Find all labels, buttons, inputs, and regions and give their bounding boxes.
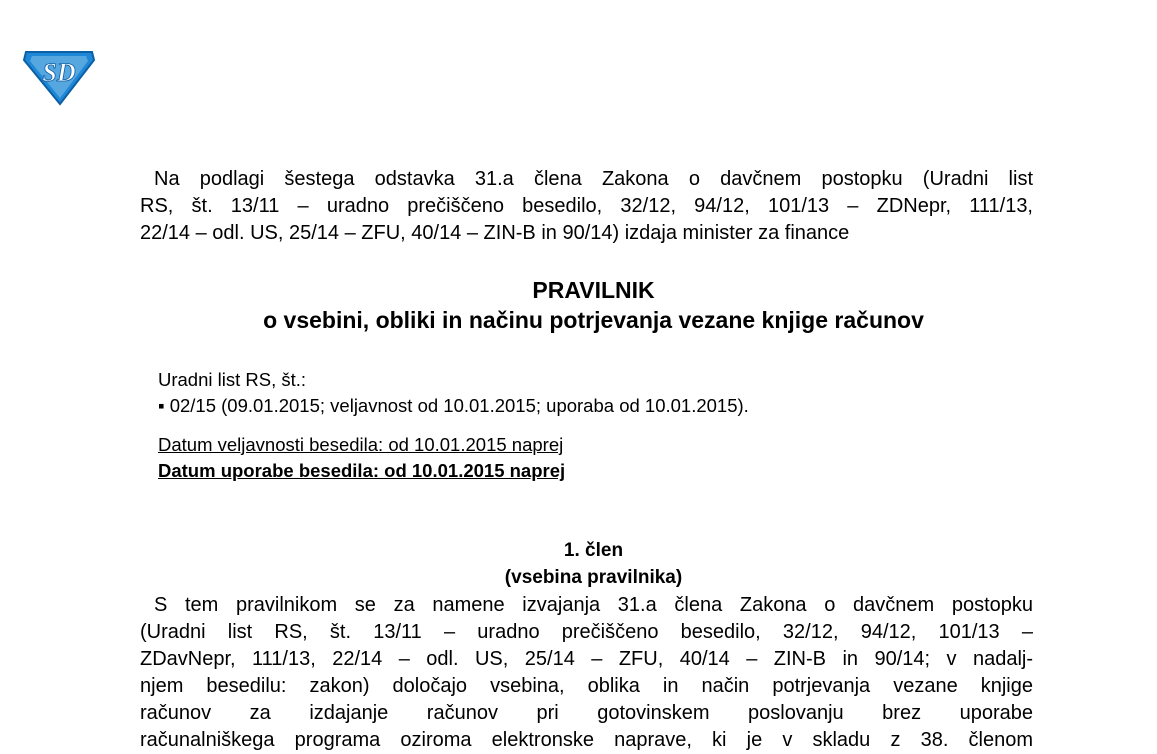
validity-dates bbox=[158, 432, 565, 484]
intro-line: RS, št. 13/11 – uradno prečiščeno besedilo, 32/12, 94/12, 101/13 – ZDNepr, 111/13, bbox=[140, 195, 1033, 217]
article-1-body bbox=[140, 592, 1033, 754]
svg-text:SD: SD bbox=[42, 58, 76, 87]
article-line: S tem pravilnikom se za namene izvajanja 31.a člena Zakona o davčnem postopku bbox=[154, 594, 1033, 616]
gazette-item: ▪ 02/15 (09.01.2015; veljavnost od 10.01.2015; uporaba od 10.01.2015). bbox=[158, 395, 749, 416]
intro-line: 22/14 – odl. US, 25/14 – ZFU, 40/14 – ZIN-B in 90/14) izdaja minister za finance bbox=[140, 222, 850, 244]
sd-logo bbox=[22, 48, 96, 106]
applied-from-date: Datum uporabe besedila: od 10.01.2015 naprej bbox=[158, 460, 566, 481]
article-number: 1. člen bbox=[563, 540, 624, 561]
document-title bbox=[140, 275, 1047, 335]
article-line: računov za izdajanje računov pri gotovinskem poslovanju brez uporabe bbox=[140, 702, 1033, 724]
gazette-reference bbox=[158, 367, 749, 419]
intro-line: Na podlagi šestega odstavka 31.a člena Zakona o davčnem postopku (Uradni list bbox=[154, 168, 1033, 190]
article-title: (vsebina pravilnika) bbox=[504, 567, 683, 588]
article-line: (Uradni list RS, št. 13/11 – uradno prečiščeno besedilo, 32/12, 94/12, 101/13 – bbox=[140, 621, 1033, 643]
intro-paragraph bbox=[140, 166, 1033, 247]
article-line: ZDavNepr, 111/13, 22/14 – odl. US, 25/14 – ZFU, 40/14 – ZIN-B in 90/14; v nadalj- bbox=[140, 648, 1033, 670]
gazette-label: Uradni list RS, št.: bbox=[158, 369, 307, 390]
article-line: računalniškega programa oziroma elektronske naprave, ki je v skladu z 38. členom bbox=[140, 729, 1033, 751]
article-1-heading bbox=[140, 537, 1047, 591]
article-line: njem besedilu: zakon) določajo vsebina, oblika in način potrjevanja vezane knjige bbox=[140, 675, 1033, 697]
title-sub: o vsebini, obliki in načinu potrjevanja vezane knjige računov bbox=[263, 307, 924, 333]
valid-from-date: Datum veljavnosti besedila: od 10.01.2015 naprej bbox=[158, 434, 564, 455]
title-main: PRAVILNIK bbox=[532, 277, 655, 303]
